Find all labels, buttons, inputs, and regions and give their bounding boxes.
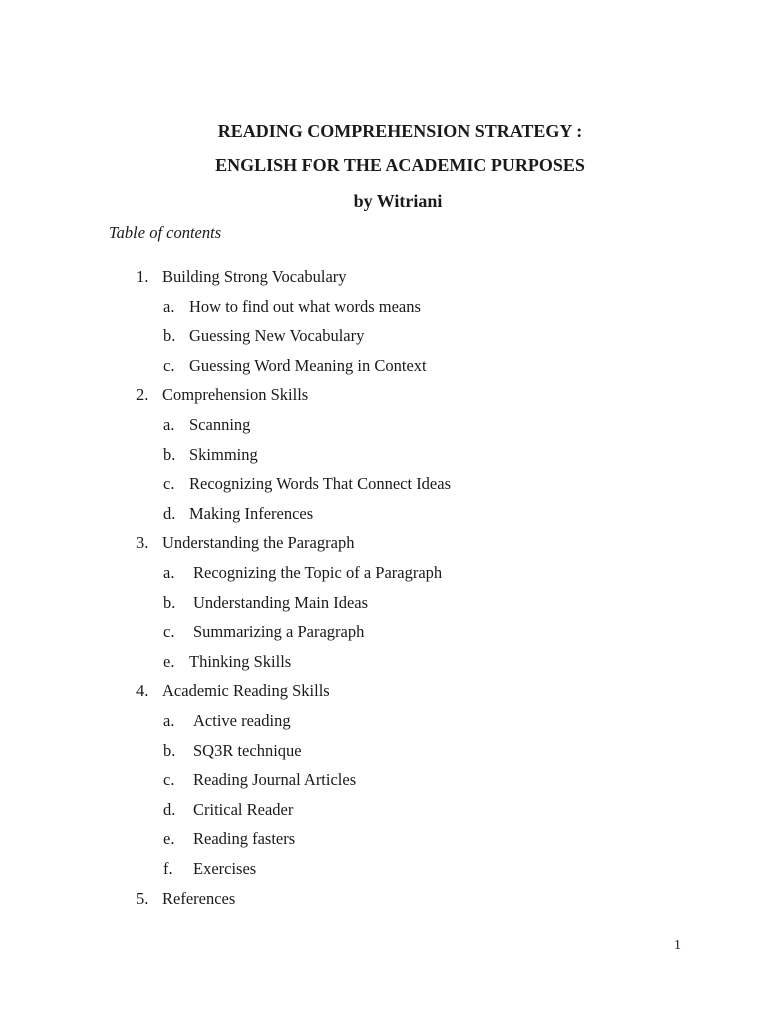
toc-section-label: Academic Reading Skills (162, 681, 330, 701)
toc-section-number: 1. (136, 267, 149, 286)
toc-subsection-label: Reading Journal Articles (193, 770, 357, 790)
toc-subsection-letter: c. (163, 770, 175, 790)
toc-subsection-letter: e. (163, 651, 175, 671)
toc-subsection-letter: a. (163, 711, 175, 730)
toc-subsection-label: Making Inferences (189, 503, 314, 523)
toc-subsection-label: Reading fasters (193, 829, 296, 849)
toc-section-number: 2. (136, 385, 149, 405)
document-author-line: by Witriani (353, 191, 443, 211)
toc-section-number: 4. (136, 681, 149, 701)
toc-section-number: 5. (136, 888, 149, 908)
page-number: 1 (674, 938, 681, 953)
toc-subsection-label: SQ3R technique (193, 740, 302, 760)
toc-subsection-label: Critical Reader (193, 799, 294, 819)
toc-subsection-label: Active reading (193, 711, 291, 730)
toc-subsection-letter: b. (163, 740, 176, 760)
toc-subsection-label: Recognizing the Topic of a Paragraph (193, 563, 443, 582)
document-title-line-1: READING COMPREHENSION STRATEGY : (217, 121, 583, 141)
toc-subsection-label: Guessing Word Meaning in Context (189, 355, 427, 375)
toc-subsection-letter: c. (163, 474, 175, 494)
toc-subsection-label: Scanning (189, 415, 251, 434)
toc-section-label: References (162, 888, 236, 908)
toc-subsection-label: Understanding Main Ideas (193, 592, 369, 612)
toc-subsection-letter: b. (163, 592, 176, 612)
document-title-line-2: ENGLISH FOR THE ACADEMIC PURPOSES (215, 155, 585, 175)
toc-subsection-label: Thinking Skills (189, 651, 292, 671)
toc-subsection-letter: a. (163, 296, 175, 316)
toc-section-label: Building Strong Vocabulary (162, 267, 347, 286)
toc-subsection-letter: b. (163, 326, 176, 346)
toc-subsection-label: Exercises (193, 859, 257, 878)
toc-subsection-letter: f. (163, 859, 173, 878)
toc-section-label: Understanding the Paragraph (162, 533, 355, 553)
toc-subsection-label: Skimming (189, 444, 258, 464)
toc-subsection-letter: c. (163, 622, 175, 642)
toc-subsection-letter: c. (163, 355, 175, 375)
toc-section-number: 3. (136, 533, 149, 553)
toc-section-label: Comprehension Skills (162, 385, 309, 405)
toc-subsection-letter: d. (163, 799, 176, 819)
toc-subsection-label: Guessing New Vocabulary (189, 326, 365, 346)
toc-subsection-letter: b. (163, 444, 176, 464)
toc-subsection-letter: a. (163, 563, 175, 582)
toc-subsection-letter: a. (163, 415, 175, 434)
toc-subsection-label: Recognizing Words That Connect Ideas (189, 474, 452, 494)
toc-subsection-label: Summarizing a Paragraph (193, 622, 365, 642)
toc-subsection-letter: d. (163, 503, 176, 523)
toc-heading: Table of contents (109, 223, 222, 242)
toc-subsection-letter: e. (163, 829, 175, 849)
toc-subsection-label: How to find out what words means (189, 296, 421, 316)
